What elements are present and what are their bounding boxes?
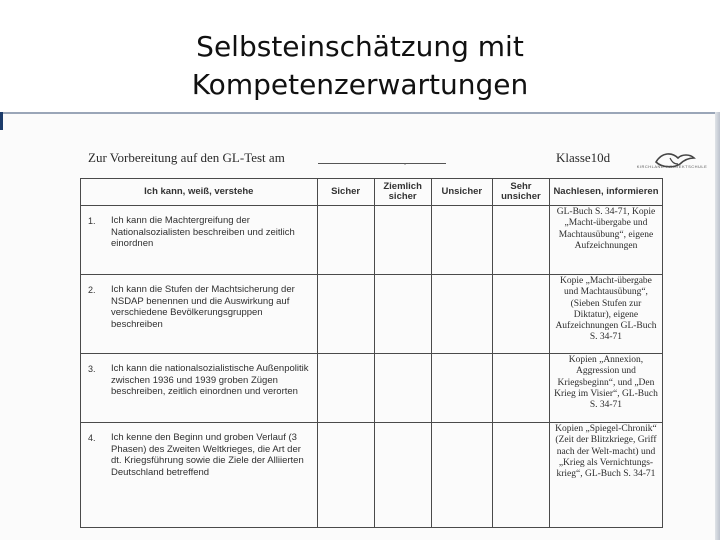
rating-cell-very-unsure[interactable] <box>492 354 549 423</box>
rating-cell-sure[interactable] <box>317 423 374 528</box>
column-header-claim: Ich kann, weiß, verstehe <box>81 179 318 206</box>
row-number: 4. <box>88 433 96 443</box>
school-logo-text: KIRCHLAND·PROJEKTSCHULE <box>636 164 708 169</box>
table-row <box>81 354 663 423</box>
rating-cell-very-unsure[interactable] <box>492 423 549 528</box>
table-row <box>81 423 663 528</box>
rating-cell-fairly-sure[interactable] <box>374 354 431 423</box>
rating-cell-unsure[interactable] <box>431 206 492 275</box>
row-number: 3. <box>88 364 96 374</box>
rating-cell-unsure[interactable] <box>431 275 492 354</box>
column-header-fairly-sure: Ziemlich sicher <box>374 179 431 206</box>
worksheet-header-text: Zur Vorbereitung auf den GL-Test am <box>88 150 285 165</box>
claim-cell <box>81 423 318 528</box>
reference-cell <box>549 423 662 528</box>
claim-text: Ich kenne den Beginn und groben Verlauf (3 Phasen) des Zweiten Weltkrieges, die Art der dt. Kriegsführung sowie die Ziele der Alliierten Deutschland betreffend <box>111 432 304 478</box>
self-assessment-table <box>80 178 663 528</box>
column-header-reference: Nachlesen, informieren <box>549 179 662 206</box>
rating-cell-unsure[interactable] <box>431 354 492 423</box>
column-header-unsure: Unsicher <box>431 179 492 206</box>
school-logo-icon <box>648 148 700 174</box>
scan-top-edge <box>0 112 720 114</box>
rating-cell-very-unsure[interactable] <box>492 275 549 354</box>
claim-cell <box>81 206 318 275</box>
table-row <box>81 275 663 354</box>
reference-cell <box>549 354 662 423</box>
claim-text: Ich kann die Stufen der Machtsicherung der NSDAP benennen und die Auswirkung auf verschiedene Bevölkerungsgruppen beschreiben <box>111 284 295 330</box>
rating-cell-fairly-sure[interactable] <box>374 275 431 354</box>
scan-left-mark <box>0 112 3 130</box>
date-blank-mark: ˘ <box>404 164 407 171</box>
table-header-row <box>81 179 663 206</box>
row-number: 1. <box>88 216 96 226</box>
reference-text: Kopien „Spiegel-Chronik“ (Zeit der Blitzkriege, Griff nach der Welt-macht) und „Krieg als Vernichtungs-krieg“, GL-Buch S. 34-71 <box>555 424 657 480</box>
reference-cell <box>549 275 662 354</box>
row-number: 2. <box>88 285 96 295</box>
claim-text: Ich kann die nationalsozialistische Außenpolitik zwischen 1936 und 1939 groben Zügen beschreiben, zeitlich einordnen und verorten <box>111 363 309 398</box>
claim-text: Ich kann die Machtergreifung der Nationalsozialisten beschreiben und zeitlich einordnen <box>111 215 295 250</box>
rating-cell-fairly-sure[interactable] <box>374 423 431 528</box>
reference-text: Kopie „Macht-übergabe und Machtausübung“, (Sieben Stufen zur Diktatur), eigene Aufzeichnungen GL-Buch S. 34-71 <box>555 276 657 343</box>
rating-cell-sure[interactable] <box>317 206 374 275</box>
slide-title-line-1: Selbsteinschätzung mit <box>196 30 524 63</box>
rating-cell-unsure[interactable] <box>431 423 492 528</box>
column-header-sure: Sicher <box>317 179 374 206</box>
rating-cell-very-unsure[interactable] <box>492 206 549 275</box>
reference-cell <box>549 206 662 275</box>
reference-text: GL-Buch S. 34-71, Kopie „Macht-übergabe und Machtausübung“, eigene Aufzeichnungen <box>556 207 656 251</box>
rating-cell-sure[interactable] <box>317 354 374 423</box>
slide-title <box>0 28 720 104</box>
class-label: Klasse10d <box>556 150 611 165</box>
scanned-worksheet <box>0 112 720 540</box>
rating-cell-sure[interactable] <box>317 275 374 354</box>
rating-cell-fairly-sure[interactable] <box>374 206 431 275</box>
column-header-very-unsure: Sehr unsicher <box>492 179 549 206</box>
reference-text: Kopien „Annexion, Aggression und Kriegsbeginn“, und „Den Krieg im Visier“, GL-Buch S. 34-71 <box>554 355 658 411</box>
date-blank-line <box>318 163 446 164</box>
claim-cell <box>81 354 318 423</box>
scan-right-edge <box>715 112 720 540</box>
claim-cell <box>81 275 318 354</box>
table-row <box>81 206 663 275</box>
slide-title-line-2: Kompetenzerwartungen <box>191 68 529 101</box>
